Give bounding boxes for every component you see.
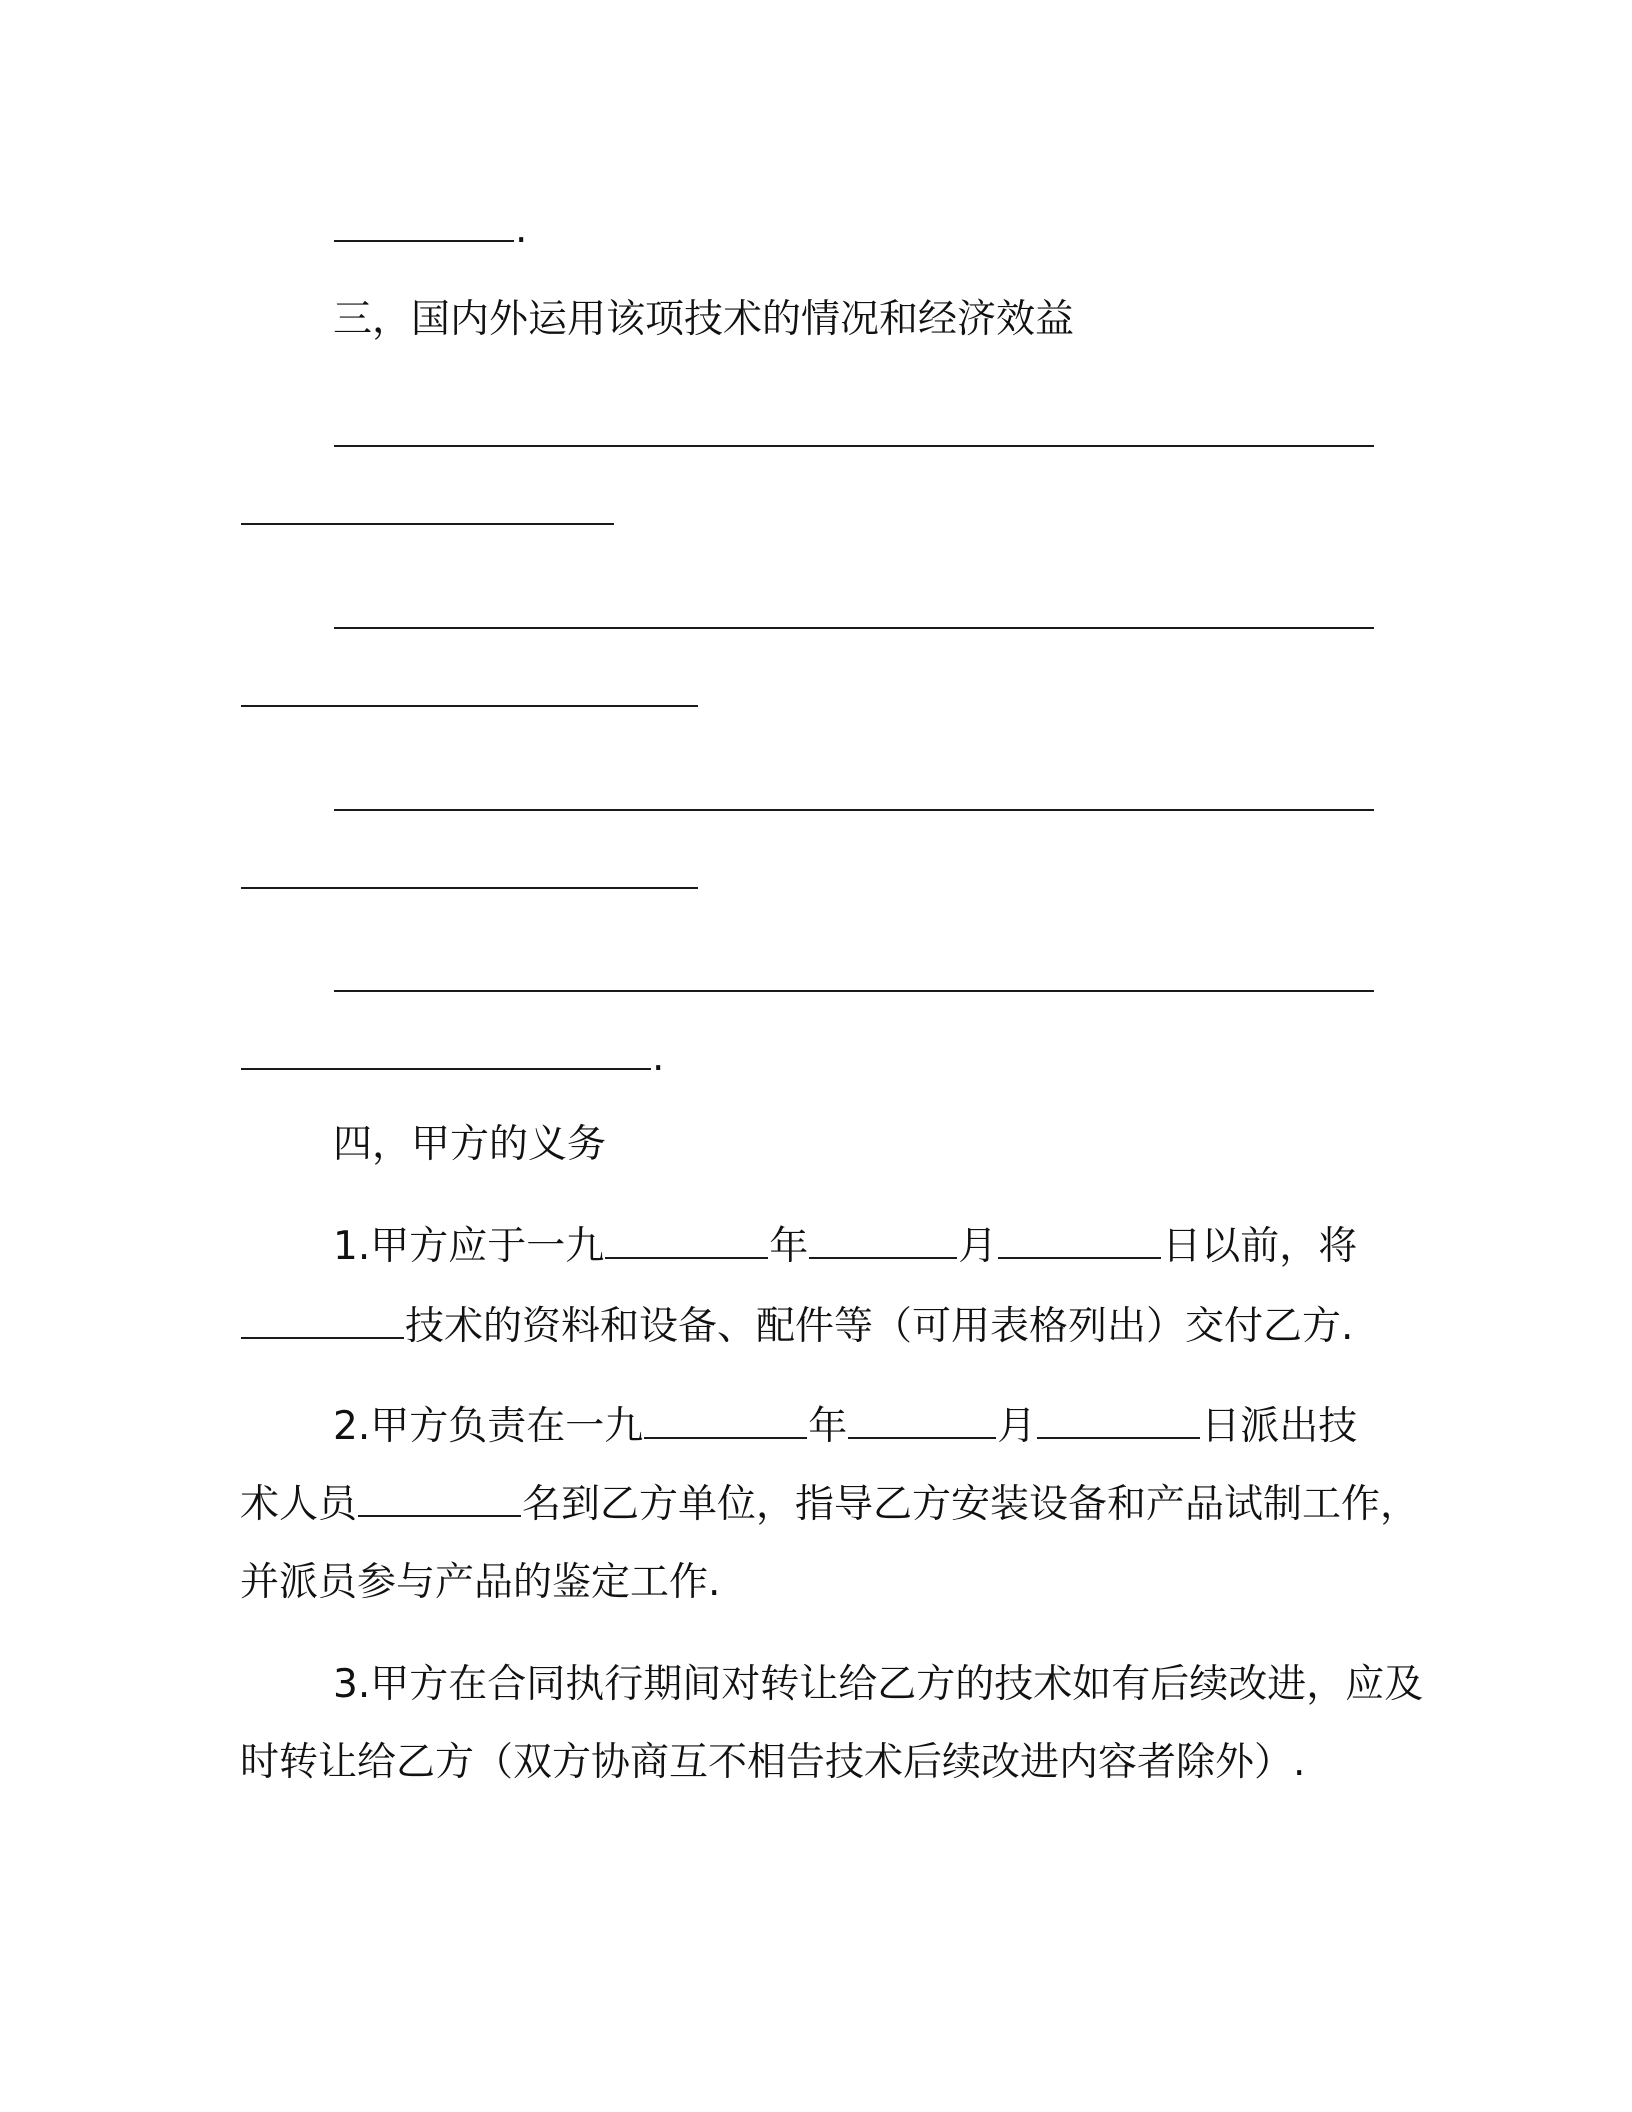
line-end-period: . bbox=[515, 207, 528, 252]
line-end-period: . bbox=[652, 1035, 665, 1080]
section3-heading: 三，国内外运用该项技术的情况和经济效益 bbox=[333, 297, 1075, 342]
month-blank bbox=[848, 1403, 996, 1439]
item2-line3: 并派员参与产品的鉴定工作. bbox=[240, 1560, 721, 1605]
section3-blank-line bbox=[333, 955, 1533, 1005]
top-blank-line bbox=[333, 205, 1533, 255]
month-label: 月 bbox=[997, 1404, 1037, 1449]
section3-blank-line bbox=[333, 410, 1533, 460]
fill-blank bbox=[334, 593, 1374, 629]
fill-blank bbox=[334, 411, 1374, 447]
item1-prefix: 1.甲方应于一九 bbox=[333, 1224, 605, 1269]
item3-line1: 3.甲方在合同执行期间对转让给乙方的技术如有后续改进，应及 bbox=[333, 1662, 1424, 1707]
item1-line2-text: 技术的资料和设备、配件等（可用表格列出）交付乙方. bbox=[405, 1304, 1354, 1349]
tech-name-blank bbox=[241, 1303, 404, 1339]
section4-heading: 四，甲方的义务 bbox=[333, 1122, 607, 1167]
item1-line1 bbox=[333, 1222, 1533, 1272]
day-label: 日派出技 bbox=[1201, 1404, 1358, 1449]
item2-line2-a: 术人员 bbox=[240, 1482, 358, 1527]
day-blank bbox=[1037, 1403, 1200, 1439]
fill-blank bbox=[241, 1034, 651, 1070]
section3-blank-line bbox=[240, 488, 1440, 538]
year-blank bbox=[644, 1403, 807, 1439]
section3-blank-line bbox=[240, 852, 1440, 902]
item2-line2 bbox=[240, 1480, 1440, 1530]
section3-blank-line bbox=[240, 670, 1440, 720]
fill-blank bbox=[241, 671, 698, 707]
item2-line1 bbox=[333, 1402, 1533, 1452]
staff-count-blank bbox=[358, 1481, 521, 1517]
section3-blank-line bbox=[333, 774, 1533, 824]
fill-blank bbox=[334, 206, 514, 242]
section3-blank-line bbox=[240, 1033, 1440, 1083]
month-blank bbox=[809, 1223, 957, 1259]
item3-line2: 时转让给乙方（双方协商互不相告技术后续改进内容者除外）. bbox=[240, 1740, 1306, 1785]
item1-line2 bbox=[240, 1302, 1440, 1352]
day-blank bbox=[998, 1223, 1161, 1259]
year-label: 年 bbox=[769, 1224, 809, 1269]
fill-blank bbox=[241, 853, 698, 889]
item2-prefix: 2.甲方负责在一九 bbox=[333, 1404, 644, 1449]
month-label: 月 bbox=[958, 1224, 998, 1269]
section3-blank-line bbox=[333, 592, 1533, 642]
day-label: 日以前，将 bbox=[1162, 1224, 1358, 1269]
fill-blank bbox=[334, 775, 1374, 811]
fill-blank bbox=[241, 489, 614, 525]
fill-blank bbox=[334, 956, 1374, 992]
year-blank bbox=[605, 1223, 768, 1259]
item2-line2-b: 名到乙方单位，指导乙方安装设备和产品试制工作， bbox=[522, 1482, 1420, 1527]
year-label: 年 bbox=[808, 1404, 848, 1449]
